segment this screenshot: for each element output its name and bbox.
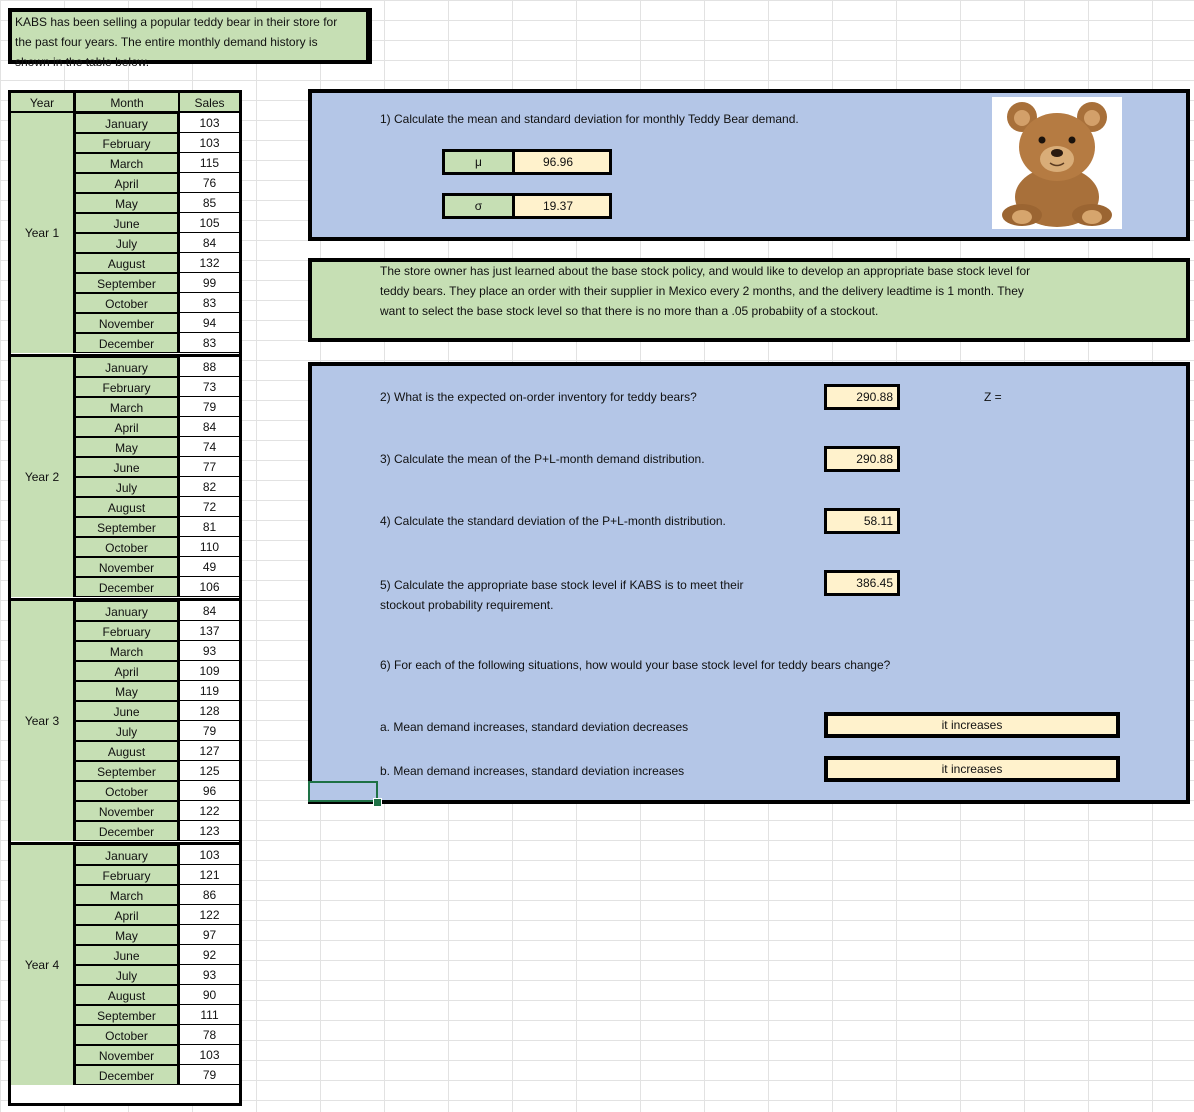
sales-cell[interactable]: 84 xyxy=(178,417,239,437)
sales-cell[interactable]: 115 xyxy=(178,153,239,173)
month-cell[interactable]: June xyxy=(76,457,178,477)
intro-line: the past four years. The entire monthly demand history is xyxy=(15,35,318,49)
month-cell[interactable]: August xyxy=(76,253,178,273)
question-3-answer[interactable]: 290.88 xyxy=(824,446,900,472)
selected-cell[interactable] xyxy=(308,781,378,802)
month-cell[interactable]: November xyxy=(76,557,178,577)
z-label[interactable]: Z = xyxy=(984,390,1002,404)
month-cell[interactable]: August xyxy=(76,497,178,517)
sales-cell[interactable]: 86 xyxy=(178,885,239,905)
sales-cell[interactable]: 97 xyxy=(178,925,239,945)
intro-line: KABS has been selling a popular teddy bear in their store for xyxy=(15,15,338,29)
question-2-answer[interactable]: 290.88 xyxy=(824,384,900,410)
month-cell[interactable]: October xyxy=(76,537,178,557)
year-separator xyxy=(11,354,239,357)
sales-cell[interactable]: 93 xyxy=(178,965,239,985)
month-cell[interactable]: April xyxy=(76,661,178,681)
month-cell[interactable]: March xyxy=(76,885,178,905)
sales-cell[interactable]: 109 xyxy=(178,661,239,681)
sales-cell[interactable]: 103 xyxy=(178,133,239,153)
sales-cell[interactable]: 119 xyxy=(178,681,239,701)
header-sales[interactable]: Sales xyxy=(178,93,239,113)
sales-cell[interactable]: 122 xyxy=(178,801,239,821)
month-cell[interactable]: July xyxy=(76,233,178,253)
month-cell[interactable]: September xyxy=(76,273,178,293)
mean-box[interactable] xyxy=(442,149,612,175)
sales-cell[interactable]: 79 xyxy=(178,397,239,417)
question-6a-text: a. Mean demand increases, standard deviation decreases xyxy=(380,720,689,734)
month-cell[interactable]: May xyxy=(76,925,178,945)
month-cell[interactable]: March xyxy=(76,397,178,417)
header-month[interactable]: Month xyxy=(76,93,178,113)
month-cell[interactable]: November xyxy=(76,313,178,333)
question-6-text: 6) For each of the following situations, how would your base stock level for teddy bears change? xyxy=(380,658,891,672)
year-label[interactable]: Year 3 xyxy=(11,601,76,841)
month-cell[interactable]: November xyxy=(76,801,178,821)
sales-cell[interactable]: 84 xyxy=(178,601,239,621)
sales-cell[interactable]: 96 xyxy=(178,781,239,801)
sales-cell[interactable]: 127 xyxy=(178,741,239,761)
month-cell[interactable]: December xyxy=(76,1065,178,1085)
sales-cell[interactable]: 128 xyxy=(178,701,239,721)
month-cell[interactable]: October xyxy=(76,293,178,313)
year-label[interactable]: Year 1 xyxy=(11,113,76,353)
month-cell[interactable]: January xyxy=(76,845,178,865)
month-cell[interactable]: September xyxy=(76,517,178,537)
month-cell[interactable]: November xyxy=(76,1045,178,1065)
header-year[interactable]: Year xyxy=(11,93,76,113)
sales-cell[interactable]: 72 xyxy=(178,497,239,517)
month-cell[interactable]: May xyxy=(76,437,178,457)
question-6b-text: b. Mean demand increases, standard deviation increases xyxy=(380,764,685,778)
month-cell[interactable]: July xyxy=(76,721,178,741)
year-separator xyxy=(11,598,239,601)
sales-cell[interactable]: 105 xyxy=(178,213,239,233)
month-cell[interactable]: July xyxy=(76,477,178,497)
sales-cell[interactable]: 123 xyxy=(178,821,239,841)
month-cell[interactable]: December xyxy=(76,821,178,841)
month-cell[interactable]: June xyxy=(76,213,178,233)
year-label[interactable]: Year 4 xyxy=(11,845,76,1085)
mu-value[interactable]: 96.96 xyxy=(515,152,609,172)
sales-cell[interactable]: 79 xyxy=(178,721,239,741)
month-cell[interactable]: March xyxy=(76,153,178,173)
sales-history-table xyxy=(8,90,242,1106)
question-1-text: 1) Calculate the mean and standard deviation for monthly Teddy Bear demand. xyxy=(380,112,799,126)
month-cell[interactable]: September xyxy=(76,1005,178,1025)
sales-cell[interactable]: 83 xyxy=(178,293,239,313)
sales-cell[interactable]: 76 xyxy=(178,173,239,193)
sales-cell[interactable]: 81 xyxy=(178,517,239,537)
teddy-bear-icon xyxy=(992,97,1122,229)
year-separator xyxy=(11,842,239,845)
sales-cell[interactable]: 137 xyxy=(178,621,239,641)
month-cell[interactable]: April xyxy=(76,173,178,193)
question-4-answer[interactable]: 58.11 xyxy=(824,508,900,534)
question-5-text: 5) Calculate the appropriate base stock level if KABS is to meet their xyxy=(380,578,744,592)
month-cell[interactable]: March xyxy=(76,641,178,661)
question-5-answer[interactable]: 386.45 xyxy=(824,570,900,596)
month-cell[interactable]: June xyxy=(76,701,178,721)
sales-cell[interactable]: 106 xyxy=(178,577,239,597)
sales-cell[interactable]: 99 xyxy=(178,273,239,293)
sales-cell[interactable]: 88 xyxy=(178,357,239,377)
month-cell[interactable]: September xyxy=(76,761,178,781)
sales-cell[interactable]: 77 xyxy=(178,457,239,477)
info-line: want to select the base stock level so that there is no more than a .05 probabiity of a stockout. xyxy=(380,304,879,318)
month-cell[interactable]: August xyxy=(76,985,178,1005)
sales-cell[interactable]: 82 xyxy=(178,477,239,497)
sales-cell[interactable]: 103 xyxy=(178,1045,239,1065)
sales-cell[interactable]: 111 xyxy=(178,1005,239,1025)
sales-cell[interactable]: 74 xyxy=(178,437,239,457)
sales-cell[interactable]: 90 xyxy=(178,985,239,1005)
sales-cell[interactable]: 132 xyxy=(178,253,239,273)
year-label[interactable]: Year 2 xyxy=(11,357,76,597)
month-cell[interactable]: October xyxy=(76,1025,178,1045)
sales-cell[interactable]: 49 xyxy=(178,557,239,577)
month-cell[interactable]: December xyxy=(76,577,178,597)
sales-cell[interactable]: 92 xyxy=(178,945,239,965)
sales-cell[interactable]: 93 xyxy=(178,641,239,661)
month-cell[interactable]: October xyxy=(76,781,178,801)
fill-handle[interactable] xyxy=(373,798,382,807)
intro-textbox[interactable] xyxy=(8,8,372,69)
sales-cell[interactable]: 94 xyxy=(178,313,239,333)
question-5-text-cont: stockout probability requirement. xyxy=(380,598,554,612)
info-line: The store owner has just learned about the base stock policy, and would like to develop an appropriate base stock level for xyxy=(380,264,1031,278)
sales-cell[interactable]: 78 xyxy=(178,1025,239,1045)
sales-cell[interactable]: 103 xyxy=(178,845,239,865)
sales-cell[interactable]: 84 xyxy=(178,233,239,253)
month-cell[interactable]: February xyxy=(76,133,178,153)
month-cell[interactable]: December xyxy=(76,333,178,353)
info-line: teddy bears. They place an order with their supplier in Mexico every 2 months, and the delivery leadtime is 1 month. They xyxy=(380,284,1024,298)
month-cell[interactable]: July xyxy=(76,965,178,985)
month-cell[interactable]: January xyxy=(76,357,178,377)
sales-cell[interactable]: 79 xyxy=(178,1065,239,1085)
sales-cell[interactable]: 103 xyxy=(178,113,239,133)
intro-line: shown in the table below. xyxy=(15,55,150,69)
month-cell[interactable]: June xyxy=(76,945,178,965)
month-cell[interactable]: April xyxy=(76,417,178,437)
question-4-text: 4) Calculate the standard deviation of the P+L-month distribution. xyxy=(380,514,726,528)
stddev-box[interactable] xyxy=(442,193,612,219)
month-cell[interactable]: January xyxy=(76,113,178,133)
teddy-bear-image[interactable] xyxy=(992,97,1122,229)
mu-label: μ xyxy=(445,152,515,172)
sales-cell[interactable]: 83 xyxy=(178,333,239,353)
sales-cell[interactable]: 73 xyxy=(178,377,239,397)
month-cell[interactable]: April xyxy=(76,905,178,925)
sales-cell[interactable]: 85 xyxy=(178,193,239,213)
month-cell[interactable]: May xyxy=(76,681,178,701)
sales-cell[interactable]: 110 xyxy=(178,537,239,557)
sigma-label: σ xyxy=(445,196,515,216)
month-cell[interactable]: May xyxy=(76,193,178,213)
question-3-text: 3) Calculate the mean of the P+L-month demand distribution. xyxy=(380,452,705,466)
month-cell[interactable]: August xyxy=(76,741,178,761)
sigma-value[interactable]: 19.37 xyxy=(515,196,609,216)
month-cell[interactable]: February xyxy=(76,377,178,397)
month-cell[interactable]: February xyxy=(76,865,178,885)
sales-cell[interactable]: 121 xyxy=(178,865,239,885)
question-6a-answer[interactable]: it increases xyxy=(824,712,1120,738)
month-cell[interactable]: February xyxy=(76,621,178,641)
sales-cell[interactable]: 122 xyxy=(178,905,239,925)
month-cell[interactable]: January xyxy=(76,601,178,621)
sales-cell[interactable]: 125 xyxy=(178,761,239,781)
question-6b-answer[interactable]: it increases xyxy=(824,756,1120,782)
question-2-text: 2) What is the expected on-order inventory for teddy bears? xyxy=(380,390,697,404)
